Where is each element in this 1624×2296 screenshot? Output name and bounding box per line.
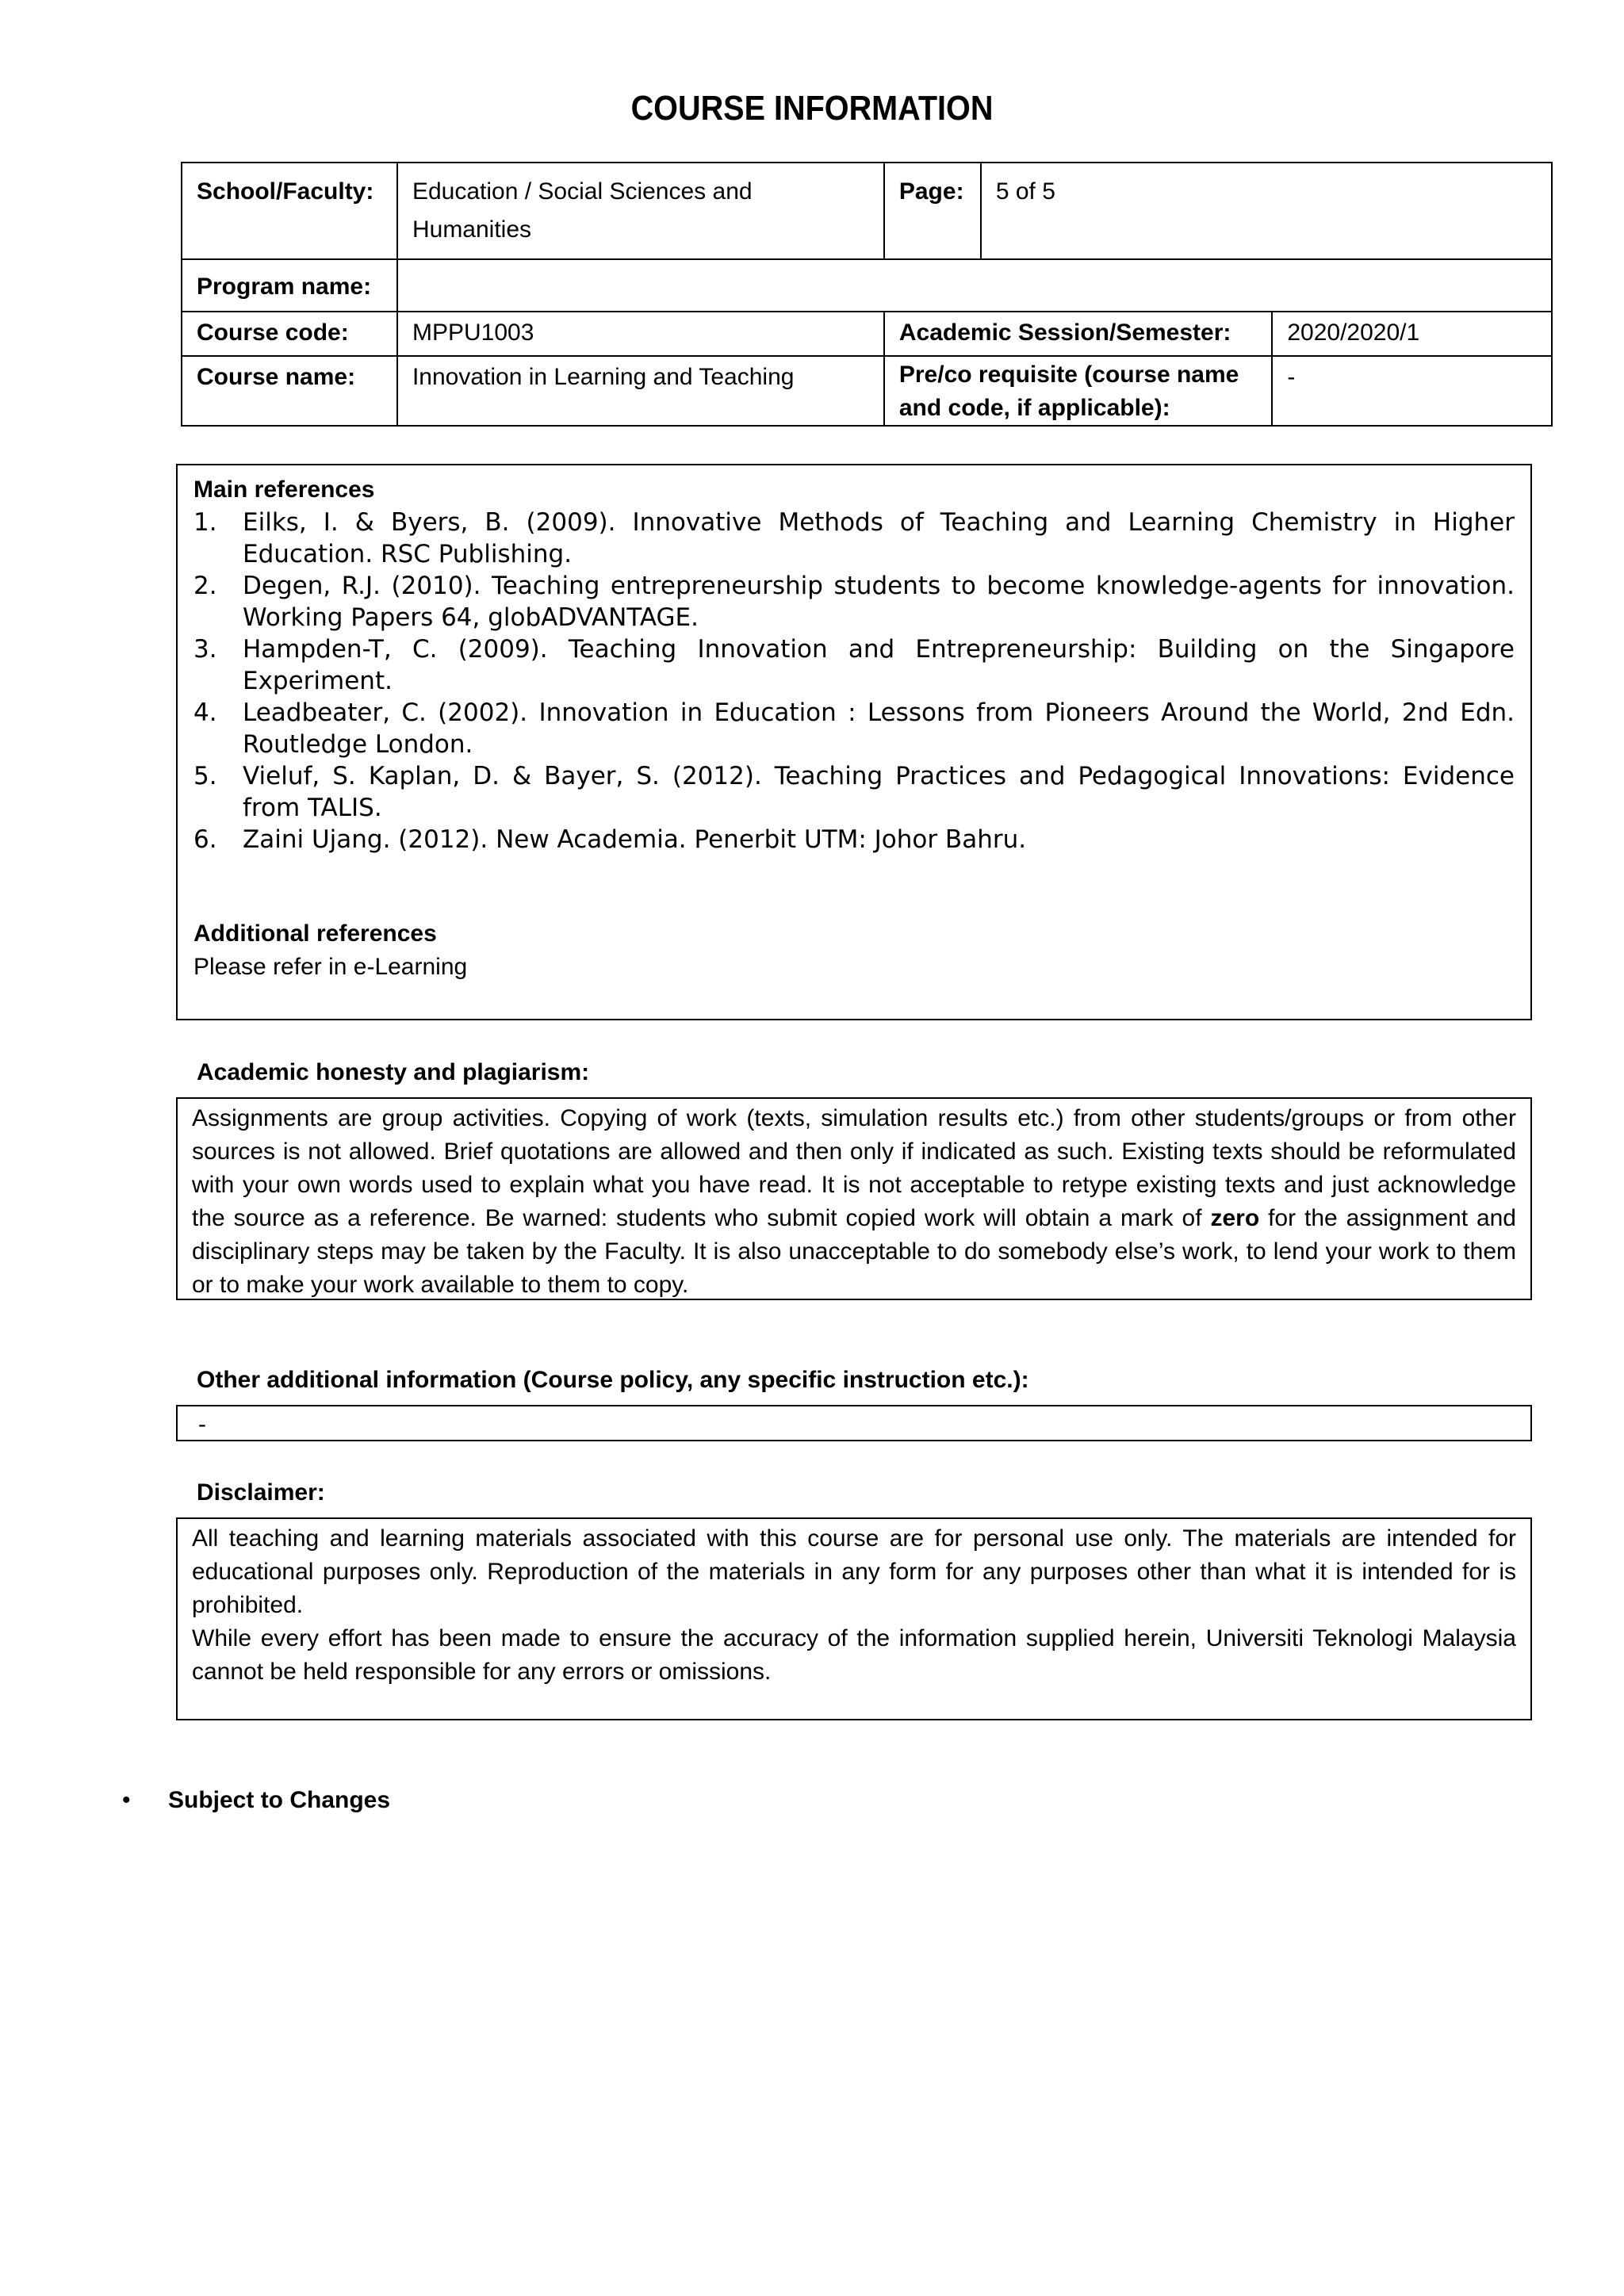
reference-text: Eilks, I. & Byers, B. (2009). Innovative Methods of Teaching and Learning Chemistry in Higher Education. RSC Publishing. bbox=[243, 508, 1515, 568]
school-value: Education / Social Sciences and Humanities bbox=[397, 163, 884, 259]
prereq-value: - bbox=[1272, 356, 1552, 426]
name-value: Innovation in Learning and Teaching bbox=[397, 356, 884, 426]
page-title: COURSE INFORMATION bbox=[630, 89, 994, 128]
reference-item bbox=[193, 824, 1515, 855]
disclaimer-heading: Disclaimer: bbox=[197, 1479, 325, 1506]
code-value: MPPU1003 bbox=[397, 312, 884, 356]
reference-item bbox=[193, 633, 1515, 697]
reference-item bbox=[193, 760, 1515, 824]
reference-number: 2. bbox=[193, 572, 217, 600]
reference-text: Zaini Ujang. (2012). New Academia. Penerbit UTM: Johor Bahru. bbox=[243, 825, 1027, 854]
row-program bbox=[182, 259, 1552, 312]
references-box bbox=[176, 464, 1532, 1020]
program-value bbox=[397, 259, 1552, 312]
reference-item bbox=[193, 507, 1515, 570]
disclaimer-paragraph-2: While every effort has been made to ensure the accuracy of the information supplied herein, Universiti Teknologi Malaysia cannot be held responsible for any errors or omissions. bbox=[192, 1625, 1516, 1685]
page-label: Page: bbox=[884, 163, 981, 259]
plagiarism-heading: Academic honesty and plagiarism: bbox=[197, 1059, 590, 1085]
reference-number: 1. bbox=[193, 508, 217, 537]
reference-item bbox=[193, 570, 1515, 633]
main-references-list bbox=[193, 507, 1515, 855]
plagiarism-bold-word: zero bbox=[1210, 1205, 1260, 1231]
school-label: School/Faculty: bbox=[182, 163, 397, 259]
reference-text: Vieluf, S. Kaplan, D. & Bayer, S. (2012). Teaching Practices and Pedagogical Innovations: Evidence from TALIS. bbox=[243, 762, 1515, 822]
row-school bbox=[182, 163, 1552, 259]
plagiarism-box bbox=[176, 1097, 1532, 1300]
course-info-table bbox=[181, 162, 1553, 427]
other-info-heading: Other additional information (Course policy, any specific instruction etc.): bbox=[197, 1367, 1029, 1393]
reference-text: Leadbeater, C. (2002). Innovation in Education : Lessons from Pioneers Around the World, 2nd Edn. Routledge London. bbox=[243, 698, 1515, 759]
name-label: Course name: bbox=[182, 356, 397, 426]
row-code bbox=[182, 312, 1552, 356]
code-label: Course code: bbox=[182, 312, 397, 356]
disclaimer-paragraph-1: All teaching and learning materials associated with this course are for personal use only. The materials are intended for educational purposes only. Reproduction of the materials in any form for any purposes other than what it is intended for is prohibited. bbox=[192, 1525, 1516, 1618]
reference-text: Hampden-T, C. (2009). Teaching Innovation and Entrepreneurship: Building on the Singapore Experiment. bbox=[243, 635, 1515, 695]
subject-to-changes-text: Subject to Changes bbox=[168, 1787, 391, 1813]
plagiarism-text-end: for the assignment and disciplinary steps may be taken by the Faculty. It is also unacceptable to do somebody else’s work, to lend your work to them or to make your work available to them to copy. bbox=[192, 1205, 1516, 1298]
reference-number: 6. bbox=[193, 825, 217, 854]
disclaimer-box bbox=[176, 1517, 1532, 1720]
program-label: Program name: bbox=[182, 259, 397, 312]
session-label: Academic Session/Semester: bbox=[884, 312, 1273, 356]
main-references-heading: Main references bbox=[193, 476, 375, 503]
subject-to-changes-note bbox=[122, 1787, 390, 1814]
session-value: 2020/2020/1 bbox=[1272, 312, 1552, 356]
reference-number: 4. bbox=[193, 698, 217, 727]
page-value: 5 of 5 bbox=[981, 163, 1552, 259]
row-name bbox=[182, 356, 1552, 426]
prereq-label: Pre/co requisite (course name and code, if applicable): bbox=[884, 356, 1273, 426]
plagiarism-text-start: Assignments are group activities. Copying of work (texts, simulation results etc.) from other students/groups or from other sources is not allowed. Brief quotations are allowed and then only if indicated as such. Existing texts should be reformulated with your own words used to explain what you have read. It is not acceptable to retype existing texts and just acknowledge the source as a reference. Be warned: students who submit copied work will obtain a mark of bbox=[192, 1105, 1516, 1231]
reference-number: 5. bbox=[193, 762, 217, 790]
bullet-icon: • bbox=[122, 1787, 131, 1813]
reference-number: 3. bbox=[193, 635, 217, 664]
other-info-text: - bbox=[198, 1411, 206, 1437]
reference-item bbox=[193, 697, 1515, 760]
additional-references-heading: Additional references bbox=[193, 920, 437, 947]
additional-references-text: Please refer in e-Learning bbox=[193, 954, 468, 980]
other-info-box bbox=[176, 1405, 1532, 1441]
reference-text: Degen, R.J. (2010). Teaching entrepreneurship students to become knowledge-agents for innovation. Working Papers 64, globADVANTAGE. bbox=[243, 572, 1515, 632]
